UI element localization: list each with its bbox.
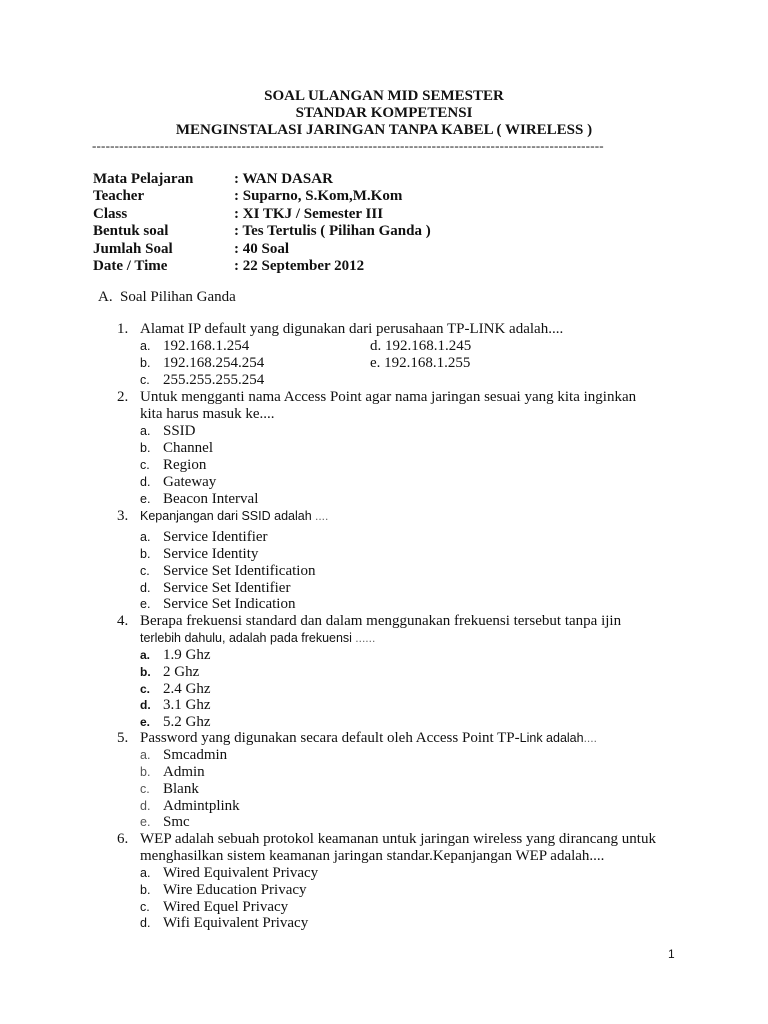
info-label: Jumlah Soal xyxy=(93,240,173,257)
info-label: Teacher xyxy=(93,188,145,205)
info-row-question-count xyxy=(93,241,593,258)
question-number: 1. xyxy=(117,321,129,337)
section-title: Soal Pilihan Ganda xyxy=(120,289,236,305)
document-page: SOAL ULANGAN MID SEMESTER STANDAR KOMPETENSI MENGINSTALASI JARINGAN TANPA KABEL ( WIRELESS ) ----------------------------------------------------------------------------------------------------------------- Mata Pelajaran : WAN DASAR Teacher : Suparno, S.Kom,M.Kom Class : XI TKJ / Semester III Bentuk soal : Tes Tertulis ( Pilihan Ganda ) Jumlah Soal : 40 Soal Date / Time : 22 September 2012 A. Soal Pilihan Ganda 1. Alamat IP default yang digunakan dari perusahaan TP-LINK adalah.... a. 192.168.1.254 b. 192.168.254.254 c. 255.255.255.254 d. 192.168.1.245 e. 192.168.1.255 2. Untuk mengganti nama Access Point agar nama jaringan sesuai yang kita inginkan kita harus masuk ke.... a. SSID b. Channel c. Region d. Gateway e. Beacon Interval 3. Kepanjangan dari SSID adalah .... a. Service Identifier b. Service Identity c. Service Set Identification d. Service Set Identifier e. Service Set Indication 4. Berapa frekuensi standard dan dalam menggunakan frekuensi tersebut tanpa ijin terlebih dahulu, adalah pada frekuensi ...... a. 1.9 Ghz b. 2 Ghz c. 2.4 Ghz d. 3.1 Ghz e. 5.2 Ghz 5. Password yang digunakan secara default oleh Access Point TP-Link adalah.... a. Smcadmin b. Admin c. Blank d. Admintplink e. Smc 6. WEP adalah sebuah protokol keamanan untuk jaringan wireless yang dirancang untuk menghasilkan sistem keamanan jaringan standar.Kepanjangan WEP adalah.... a. Wired Equivalent Privacy b. Wire Education Privacy c. Wired Equel Privacy d. Wifi Equivalent Privacy 1 xyxy=(0,0,768,1024)
question-number: 2. xyxy=(117,389,129,405)
info-value: : Tes Tertulis ( Pilihan Ganda ) xyxy=(234,223,431,240)
question-number: 6. xyxy=(117,831,129,847)
page-number: 1 xyxy=(668,947,675,961)
info-row-question-type xyxy=(93,223,593,240)
info-row-class xyxy=(93,206,593,223)
info-value: : XI TKJ / Semester III xyxy=(234,205,384,222)
dashed-divider: ----------------------------------------------------------------------------------------------------------------- xyxy=(92,139,604,153)
info-label: Mata Pelajaran xyxy=(93,171,194,187)
info-row-subject xyxy=(93,171,593,188)
info-label: Bentuk soal xyxy=(93,223,169,240)
question-text: Kepanjangan dari SSID adalah xyxy=(140,509,312,523)
option-1e: e. 192.168.1.255 xyxy=(370,355,471,371)
info-row-date xyxy=(93,258,593,275)
info-row-teacher xyxy=(93,188,593,205)
section-heading xyxy=(98,289,236,306)
question-text: Alamat IP default yang digunakan dari perusahaan TP-LINK adalah.... xyxy=(140,321,564,337)
question-text: terlebih dahulu, adalah pada frekuensi xyxy=(140,631,352,645)
question-text: Password yang digunakan secara default oleh Access Point TP- xyxy=(140,730,520,746)
info-label: Date / Time xyxy=(93,257,168,274)
info-value: : WAN DASAR xyxy=(234,171,333,187)
info-value: : Suparno, S.Kom,M.Kom xyxy=(234,188,403,205)
question-number: 4. xyxy=(117,613,129,629)
question-number: 5. xyxy=(117,730,129,746)
title-line-2: STANDAR KOMPETENSI xyxy=(295,105,473,121)
question-text: menghasilkan sistem keamanan jaringan standar.Kepanjangan WEP adalah.... xyxy=(140,848,605,864)
info-value: : 22 September 2012 xyxy=(234,257,365,274)
question-text: WEP adalah sebuah protokol keamanan untuk jaringan wireless yang dirancang untuk xyxy=(140,831,656,847)
title-line-1: SOAL ULANGAN MID SEMESTER xyxy=(264,88,504,104)
info-value: : 40 Soal xyxy=(234,240,290,257)
option-1d: d. 192.168.1.245 xyxy=(370,338,472,354)
section-letter: A. xyxy=(98,289,113,305)
question-text: Untuk mengganti nama Access Point agar nama jaringan sesuai yang kita inginkan xyxy=(140,389,637,405)
info-label: Class xyxy=(93,205,128,222)
question-text: kita harus masuk ke.... xyxy=(140,406,275,422)
question-number: 3. xyxy=(117,508,129,524)
question-text: Berapa frekuensi standard dan dalam menggunakan frekuensi tersebut tanpa ijin xyxy=(140,613,622,629)
exam-info-table xyxy=(93,171,593,275)
title-line-3: MENGINSTALASI JARINGAN TANPA KABEL ( WIRELESS ) xyxy=(175,122,593,138)
